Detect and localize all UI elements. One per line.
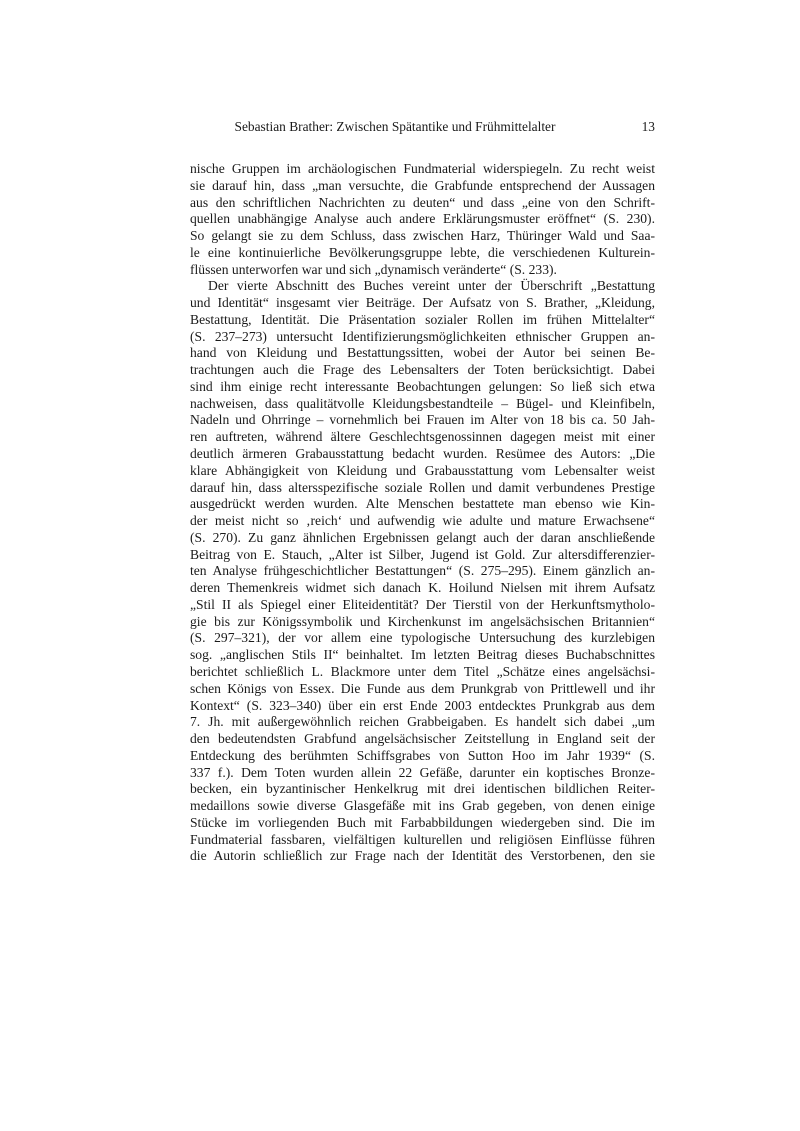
text-line: sind ihm einige recht interessante Beobachtungen gelungen: So ließ sich etwa [190, 378, 655, 394]
text-line: deutlich ärmeren Grabausstattung bedacht wurden. Resümee des Autors: „Die [190, 446, 655, 462]
text-line: 337 f.). Dem Toten wurden allein 22 Gefäße, darunter ein koptisches Bronze- [190, 764, 655, 780]
text-line: schen Königs von Essex. Die Funde aus dem Prunkgrab von Prittlewell und ihr [190, 680, 655, 696]
text-line: berichtet schließlich L. Blackmore unter dem Titel „Schätze eines angelsächsi- [190, 663, 655, 679]
text-line: nachweisen, dass qualitätvolle Kleidungsbestandteile – Bügel- und Kleinfibeln, [190, 395, 655, 411]
paragraph [190, 161, 655, 278]
paragraph [190, 278, 655, 865]
text-line: le eine kontinuierliche Bevölkerungsgruppe lebte, die verschiedenen Kulturein- [190, 244, 655, 260]
text-line: ausgedrückt werden wurden. Alte Menschen bestattete man ebenso wie Kin- [190, 496, 655, 512]
text-line: Nadeln und Ohrringe – vornehmlich bei Frauen im Alter von 18 bis ca. 50 Jah- [190, 412, 655, 428]
text-line: medaillons sowie diverse Glasgefäße mit ins Grab gegeben, von denen einige [190, 798, 655, 814]
text-line: ten Analyse frühgeschichtlicher Bestattungen“ (S. 275–295). Einem gänzlich an- [190, 563, 655, 579]
text-line: Stücke im vorliegenden Buch mit Farbabbildungen wiedergeben sind. Die im [190, 814, 655, 830]
page-number: 13 [641, 119, 655, 134]
text-line: und Identität“ insgesamt vier Beiträge. Der Aufsatz von S. Brather, „Kleidung, [190, 295, 655, 311]
text-line: hand von Kleidung und Bestattungssitten, wobei der Autor bei seinen Be- [190, 345, 655, 361]
text-line: Kontext“ (S. 323–340) über ein erst Ende 2003 entdecktes Prunkgrab aus dem [190, 697, 655, 713]
text-line: Der vierte Abschnitt des Buches vereint unter der Überschrift „Bestattung [208, 278, 655, 294]
text-line: aus den schriftlichen Nachrichten zu deuten“ und dass „eine von den Schrift- [190, 194, 655, 210]
text-line: sog. „anglischen Stils II“ beinhaltet. Im letzten Beitrag dieses Buchabschnittes [190, 647, 655, 663]
text-line: trachtungen auch die Frage des Lebensalters der Toten berücksichtigt. Dabei [190, 362, 655, 378]
text-line: (S. 297–321), der vor allem eine typologische Untersuchung des kurzlebigen [190, 630, 655, 646]
text-line: becken, ein byzantinischer Henkelkrug mit drei identischen bildlichen Reiter- [190, 781, 655, 797]
body-text [190, 161, 655, 865]
text-line: der meist nicht so ‚reich‘ und aufwendig wie adulte und mature Erwachsene“ [190, 513, 655, 529]
text-line: quellen unabhängige Analyse auch andere Erklärungsmuster eröffnet“ (S. 230). [190, 211, 655, 227]
text-line: Fundmaterial fassbaren, vielfältigen kulturellen und religiösen Einflüsse führen [190, 831, 655, 847]
running-header-title: Sebastian Brather: Zwischen Spätantike und Frühmittelalter [234, 119, 556, 134]
text-line: gie bis zur Königssymbolik und Kirchenkunst im angelsächsischen Britannien“ [190, 613, 655, 629]
text-line: flüssen unterworfen war und sich „dynamisch veränderte“ (S. 233). [190, 261, 557, 277]
text-line: sie darauf hin, dass „man versuchte, die Grabfunde entsprechend der Aussagen [190, 177, 655, 193]
text-line: deren Themenkreis widmet sich danach K. Hoilund Nielsen mit ihrem Aufsatz [190, 580, 655, 596]
text-line: Bestattung, Identität. Die Präsentation sozialer Rollen im frühen Mittelalter“ [190, 311, 655, 327]
text-line: klare Abhängigkeit von Kleidung und Grabausstattung vom Lebensalter weist [190, 462, 655, 478]
text-line: (S. 237–273) untersucht Identifizierungsmöglichkeiten ethnischer Gruppen an- [190, 328, 655, 344]
text-line: die Autorin schließlich zur Frage nach der Identität des Verstorbenen, den sie [190, 848, 655, 864]
text-line: Entdeckung des berühmten Schiffsgrabes von Sutton Hoo im Jahr 1939“ (S. [190, 747, 655, 763]
text-line: So gelangt sie zu dem Schluss, dass zwischen Harz, Thüringer Wald und Saa- [190, 228, 655, 244]
text-line: (S. 270). Zu ganz ähnlichen Ergebnissen gelangt auch der daran anschließende [190, 529, 655, 545]
text-line: Beitrag von E. Stauch, „Alter ist Silber, Jugend ist Gold. Zur altersdifferenzier- [190, 546, 655, 562]
text-line: „Stil II als Spiegel einer Eliteidentität? Der Tierstil von der Herkunftsmytholo- [190, 596, 655, 612]
text-line: darauf hin, dass altersspezifische soziale Rollen und damit verbundenes Prestige [190, 479, 655, 495]
text-line: nische Gruppen im archäologischen Fundmaterial widerspiegeln. Zu recht weist [190, 161, 655, 176]
text-line: 7. Jh. mit außergewöhnlich reichen Grabbeigaben. Es handelt sich dabei „um [190, 714, 655, 730]
text-line: den bedeutendsten Grabfund angelsächsischer Zeitstellung in England seit der [190, 731, 655, 747]
text-line: ren auftreten, während ältere Geschlechtsgenossinnen dagegen meist mit einer [190, 429, 655, 445]
